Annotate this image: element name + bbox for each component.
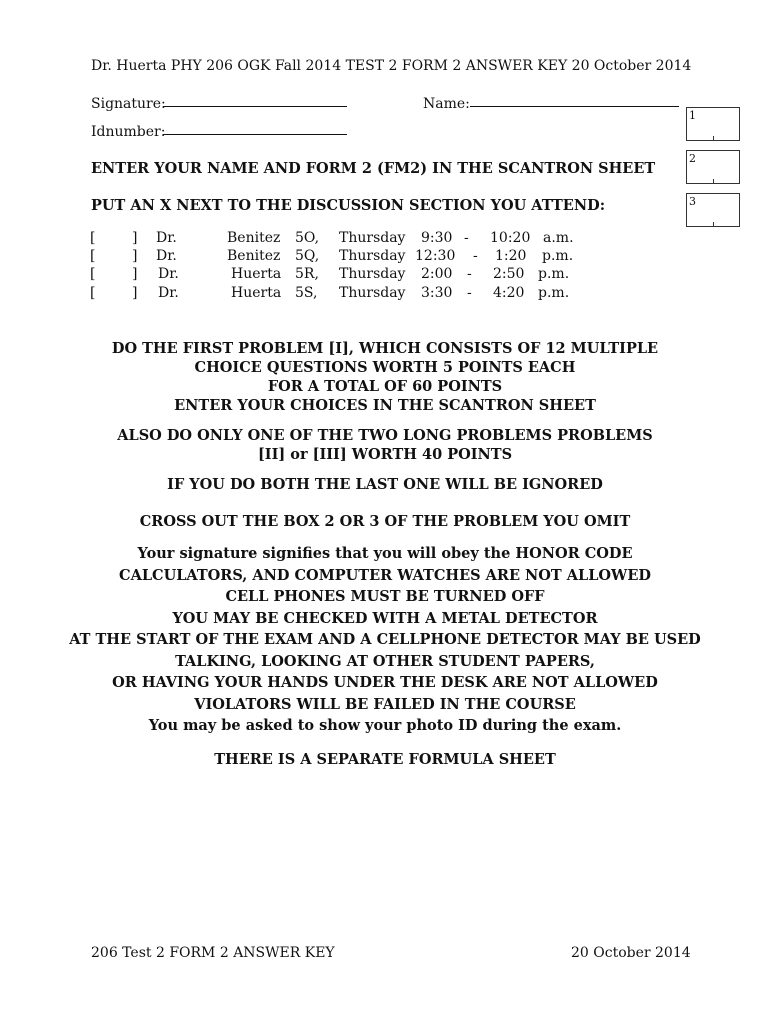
section-title: Dr. bbox=[156, 248, 177, 264]
honor-line: AT THE START OF THE EXAM AND A CELLPHONE DETECTOR MAY BE USED bbox=[69, 631, 701, 648]
section-title: Dr. bbox=[158, 285, 179, 301]
section-title: Dr. bbox=[158, 266, 179, 282]
ignore-note: IF YOU DO BOTH THE LAST ONE WILL BE IGNORED bbox=[167, 476, 603, 493]
close-bracket: ] bbox=[132, 248, 138, 264]
enter-name-instruction: ENTER YOUR NAME AND FORM 2 (FM2) IN THE SCANTRON SHEET bbox=[91, 160, 656, 177]
section-day: Thursday bbox=[339, 285, 406, 301]
section-instructor: Huerta bbox=[231, 285, 282, 301]
page-header: Dr. Huerta PHY 206 OGK Fall 2014 TEST 2 FORM 2 ANSWER KEY 20 October 2014 bbox=[91, 58, 692, 74]
section-end: 2:50 bbox=[493, 266, 525, 282]
honor-line: VIOLATORS WILL BE FAILED IN THE COURSE bbox=[194, 695, 576, 713]
close-bracket: ] bbox=[132, 266, 138, 282]
section-day: Thursday bbox=[339, 266, 406, 282]
section-end: 4:20 bbox=[493, 285, 525, 301]
score-box-tick bbox=[713, 179, 714, 183]
section-dash: - bbox=[467, 266, 472, 282]
close-bracket: ] bbox=[132, 230, 138, 246]
honor-line: Your signature signifies that you will obey the HONOR CODE bbox=[137, 545, 633, 562]
signature-label: Signature: bbox=[91, 96, 166, 112]
section-start: 9:30 bbox=[421, 230, 453, 246]
instruction-line: ENTER YOUR CHOICES IN THE SCANTRON SHEET bbox=[174, 397, 596, 414]
section-start: 2:00 bbox=[421, 266, 453, 282]
name-line[interactable] bbox=[470, 106, 679, 107]
formula-sheet-note: THERE IS A SEPARATE FORMULA SHEET bbox=[214, 751, 556, 768]
section-code: 5S, bbox=[295, 285, 318, 301]
score-box-tick bbox=[713, 136, 714, 140]
section-ampm: p.m. bbox=[538, 266, 570, 282]
instruction-line: DO THE FIRST PROBLEM [I], WHICH CONSISTS OF 12 MULTIPLE bbox=[111, 340, 659, 357]
section-dash: - bbox=[473, 248, 478, 264]
open-bracket: [ bbox=[90, 248, 96, 264]
close-bracket: ] bbox=[132, 285, 138, 301]
honor-line: You may be asked to show your photo ID during the exam. bbox=[148, 717, 622, 734]
instruction-line: CHOICE QUESTIONS WORTH 5 POINTS EACH bbox=[194, 359, 576, 376]
idnumber-label: Idnumber: bbox=[91, 124, 166, 140]
score-box-number: 3 bbox=[689, 195, 696, 208]
honor-line: YOU MAY BE CHECKED WITH A METAL DETECTOR bbox=[172, 609, 598, 627]
section-dash: - bbox=[467, 285, 472, 301]
section-start: 12:30 bbox=[415, 248, 456, 264]
open-bracket: [ bbox=[90, 266, 96, 282]
score-box-2[interactable] bbox=[686, 150, 740, 184]
honor-code-block bbox=[0, 543, 770, 737]
instruction-line: FOR A TOTAL OF 60 POINTS bbox=[267, 378, 503, 395]
open-bracket: [ bbox=[90, 230, 96, 246]
section-instructor: Huerta bbox=[231, 266, 282, 282]
instruction-line: ALSO DO ONLY ONE OF THE TWO LONG PROBLEMS PROBLEMS bbox=[117, 427, 653, 444]
section-day: Thursday bbox=[339, 248, 406, 264]
footer-left: 206 Test 2 FORM 2 ANSWER KEY bbox=[91, 945, 335, 961]
score-box-1[interactable] bbox=[686, 107, 740, 141]
section-instructor: Benitez bbox=[227, 248, 281, 264]
open-bracket: [ bbox=[90, 285, 96, 301]
section-ampm: p.m. bbox=[538, 285, 570, 301]
first-problem-instructions bbox=[0, 339, 770, 415]
section-title: Dr. bbox=[156, 230, 177, 246]
honor-line: CELL PHONES MUST BE TURNED OFF bbox=[225, 588, 545, 605]
honor-line: CALCULATORS, AND COMPUTER WATCHES ARE NOT ALLOWED bbox=[119, 566, 651, 584]
discussion-section-instruction: PUT AN X NEXT TO THE DISCUSSION SECTION YOU ATTEND: bbox=[91, 197, 606, 214]
score-box-number: 2 bbox=[689, 152, 696, 165]
section-ampm: a.m. bbox=[543, 230, 574, 246]
honor-line: OR HAVING YOUR HANDS UNDER THE DESK ARE NOT ALLOWED bbox=[112, 674, 658, 691]
signature-line[interactable] bbox=[163, 106, 347, 107]
section-code: 5Q, bbox=[295, 248, 320, 264]
section-code: 5R, bbox=[295, 266, 319, 282]
honor-line: TALKING, LOOKING AT OTHER STUDENT PAPERS, bbox=[175, 652, 595, 670]
section-dash: - bbox=[464, 230, 469, 246]
section-end: 1:20 bbox=[495, 248, 527, 264]
footer-right: 20 October 2014 bbox=[571, 945, 691, 961]
long-problem-instructions bbox=[0, 426, 770, 464]
idnumber-line[interactable] bbox=[163, 134, 347, 135]
instruction-line: [II] or [III] WORTH 40 POINTS bbox=[257, 446, 513, 463]
score-box-3[interactable] bbox=[686, 193, 740, 227]
section-ampm: p.m. bbox=[542, 248, 574, 264]
cross-out-note: CROSS OUT THE BOX 2 OR 3 OF THE PROBLEM YOU OMIT bbox=[139, 513, 631, 530]
score-box-number: 1 bbox=[689, 109, 696, 122]
score-box-tick bbox=[713, 222, 714, 226]
name-label: Name: bbox=[423, 96, 470, 112]
section-day: Thursday bbox=[339, 230, 406, 246]
section-code: 5O, bbox=[295, 230, 320, 246]
section-instructor: Benitez bbox=[227, 230, 281, 246]
section-start: 3:30 bbox=[421, 285, 453, 301]
section-end: 10:20 bbox=[490, 230, 531, 246]
